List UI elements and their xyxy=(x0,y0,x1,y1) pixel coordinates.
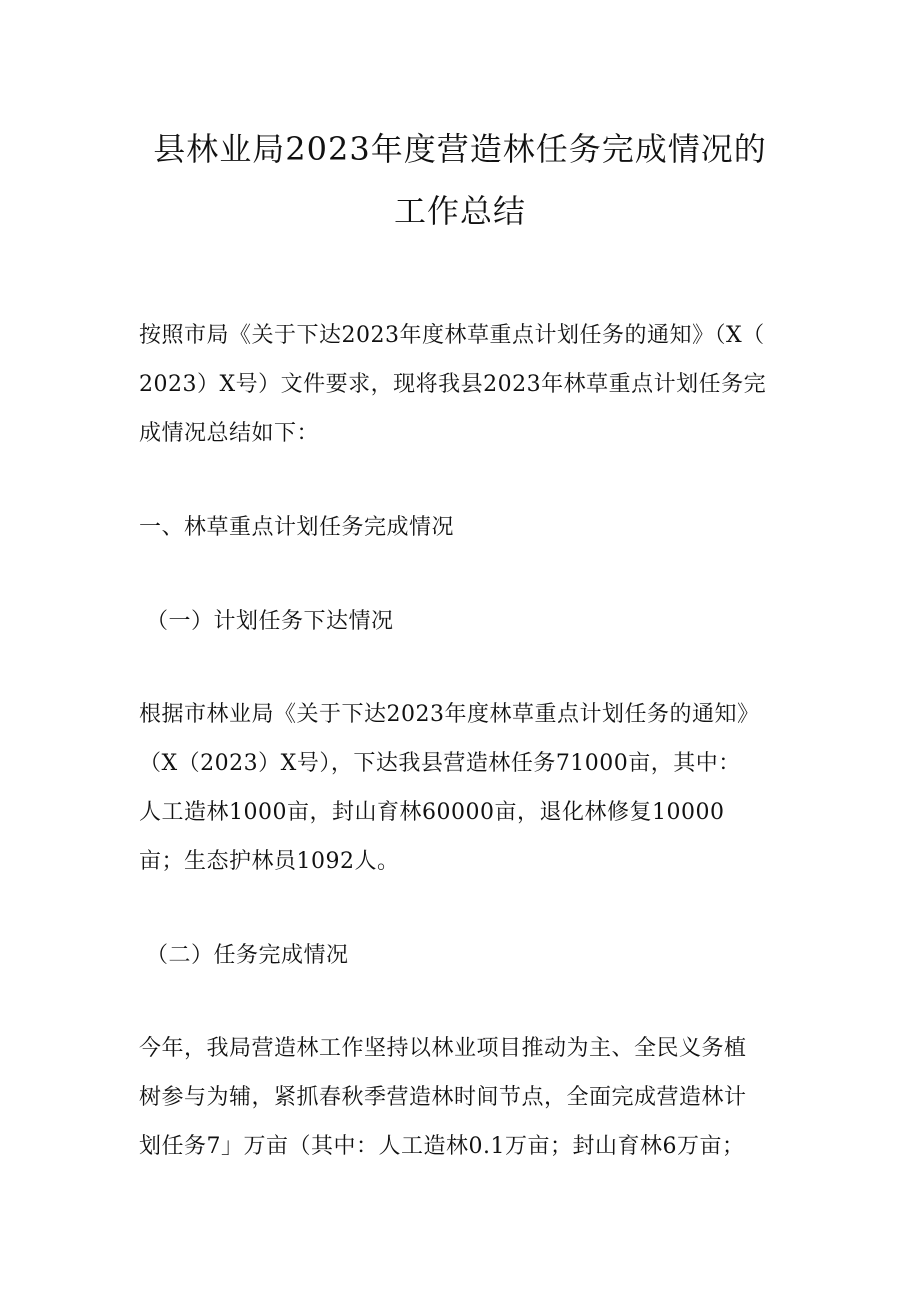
subsection-2-body-line-3: 划任务7」万亩（其中：人工造林0.1万亩；封山育林6万亩； xyxy=(139,1134,745,1159)
document-title-line-1: 县林业局2023年度营造林任务完成情况的 xyxy=(153,130,767,168)
subsection-2-body-line-1: 今年，我局营造林工作坚持以林业项目推动为主、全民义务植 xyxy=(139,1036,747,1061)
subsection-2-heading: （二）任务完成情况 xyxy=(146,943,349,968)
subsection-1-body-line-1: 根据市林业局《关于下达2023年度林草重点计划任务的通知》 xyxy=(139,702,760,727)
intro-line-1: 按照市局《关于下达2023年度林草重点计划任务的通知》（X（ xyxy=(139,323,765,348)
intro-line-3: 成情况总结如下： xyxy=(139,421,320,446)
intro-line-2: 2023）X号）文件要求，现将我县2023年林草重点计划任务完 xyxy=(139,372,767,397)
section-1-heading: 一、林草重点计划任务完成情况 xyxy=(139,515,455,540)
subsection-1-body-line-3: 人工造林1000亩，封山育林60000亩，退化林修复10000 xyxy=(139,800,725,825)
subsection-2-body-line-2: 树参与为辅，紧抓春秋季营造林时间节点，全面完成营造林计 xyxy=(139,1085,747,1110)
subsection-1-heading: （一）计划任务下达情况 xyxy=(146,609,394,634)
subsection-1-body-line-4: 亩；生态护林员1092人。 xyxy=(139,849,400,874)
subsection-1-body-line-2: （X（2023）X号），下达我县营造林任务71000亩，其中： xyxy=(139,751,741,776)
document-title-line-2: 工作总结 xyxy=(393,192,526,230)
